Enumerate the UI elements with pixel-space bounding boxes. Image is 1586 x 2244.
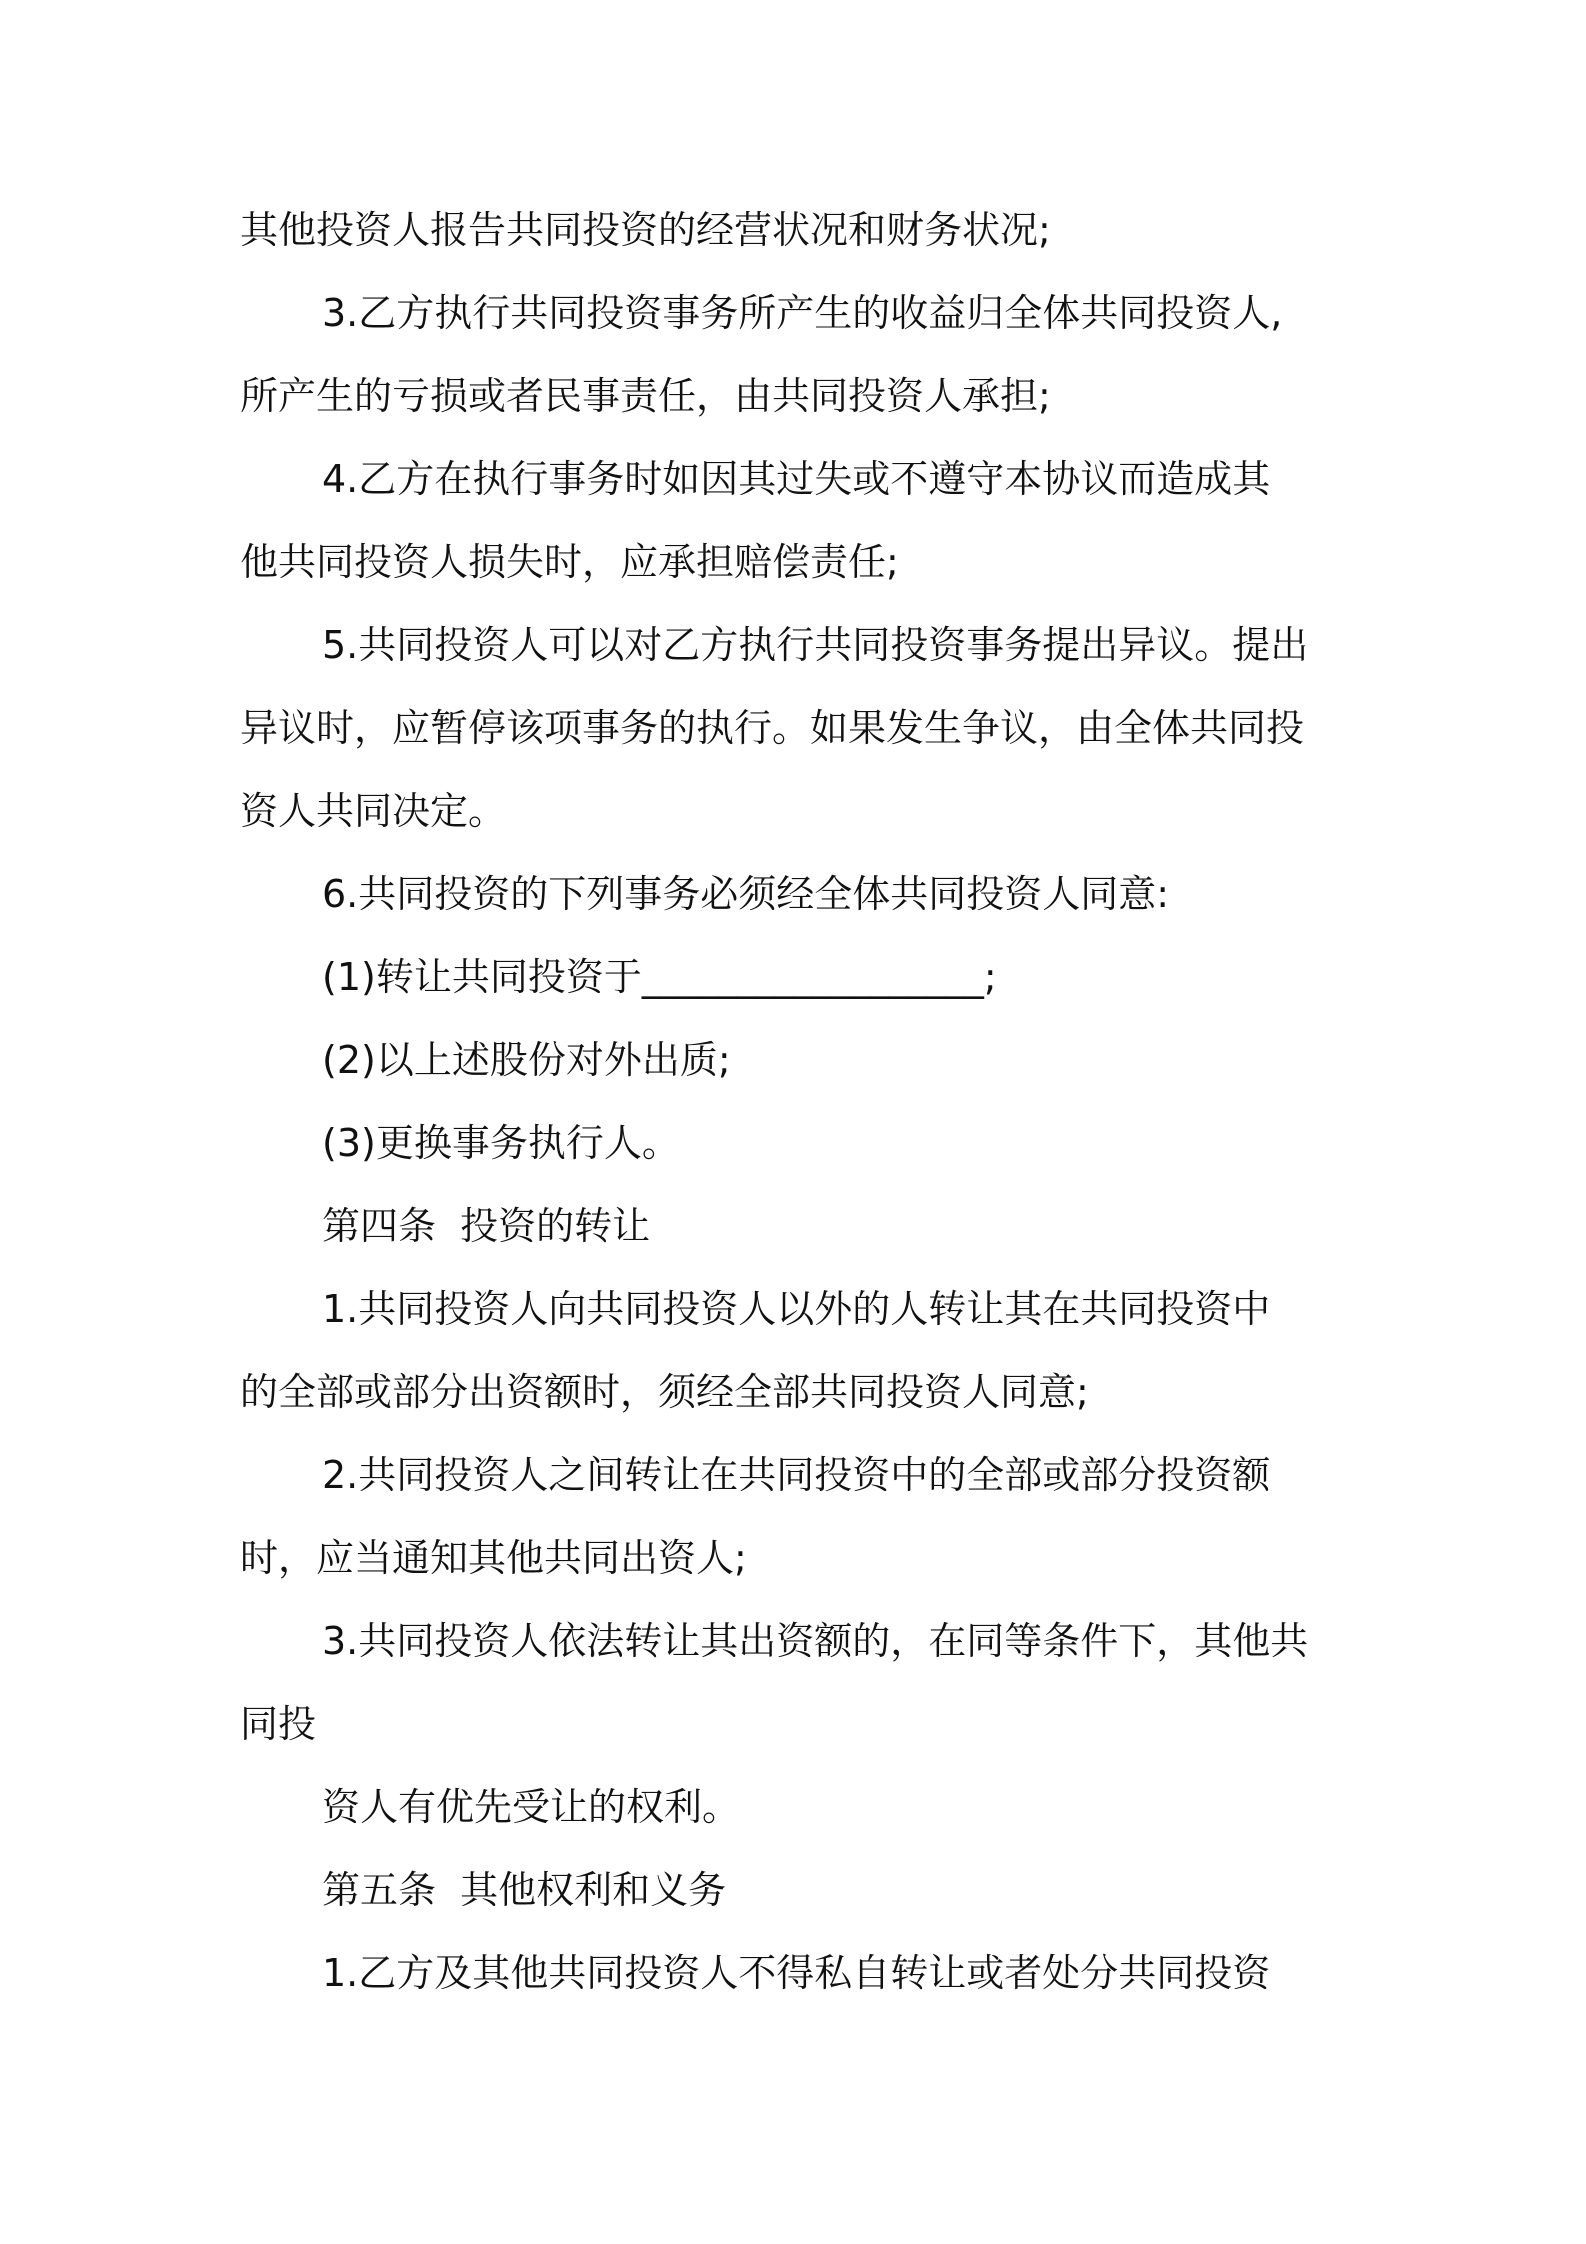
- text-line: 3.共同投资人依法转让其出资额的，在同等条件下，其他共: [322, 1619, 1309, 1663]
- text-line: 2.共同投资人之间转让在共同投资中的全部或部分投资额: [322, 1453, 1271, 1497]
- text-line: 的全部或部分出资额时，须经全部共同投资人同意;: [240, 1370, 1089, 1414]
- section-heading: 第五条 其他权利和义务: [322, 1868, 727, 1912]
- text-line: 1.乙方及其他共同投资人不得私自转让或者处分共同投资: [322, 1951, 1271, 1995]
- section-heading: 第四条 投资的转让: [322, 1204, 651, 1248]
- text-line: 6.共同投资的下列事务必须经全体共同投资人同意:: [322, 872, 1170, 916]
- text-line: 异议时，应暂停该项事务的执行。如果发生争议，由全体共同投: [240, 706, 1305, 750]
- text-line: 5.共同投资人可以对乙方执行共同投资事务提出异议。提出: [322, 623, 1309, 667]
- text-line: 3.乙方执行共同投资事务所产生的收益归全体共同投资人,: [322, 291, 1283, 335]
- text-line: 所产生的亏损或者民事责任，由共同投资人承担;: [240, 374, 1051, 418]
- text-line: 资人共同决定。: [240, 789, 507, 833]
- text-line: 1.共同投资人向共同投资人以外的人转让其在共同投资中: [322, 1287, 1271, 1331]
- text-line: 同投: [240, 1702, 317, 1746]
- text-line: 其他投资人报告共同投资的经营状况和财务状况;: [240, 208, 1051, 252]
- text-line: 4.乙方在执行事务时如因其过失或不遵守本协议而造成其: [322, 457, 1271, 501]
- text-line: (1)转让共同投资于__________________;: [322, 955, 997, 999]
- text-line: (3)更换事务执行人。: [322, 1121, 680, 1165]
- text-line: 资人有优先受让的权利。: [322, 1785, 741, 1829]
- text-line: (2)以上述股份对外出质;: [322, 1038, 731, 1082]
- text-line: 他共同投资人损失时，应承担赔偿责任;: [240, 540, 899, 584]
- text-line: 时，应当通知其他共同出资人;: [240, 1536, 747, 1580]
